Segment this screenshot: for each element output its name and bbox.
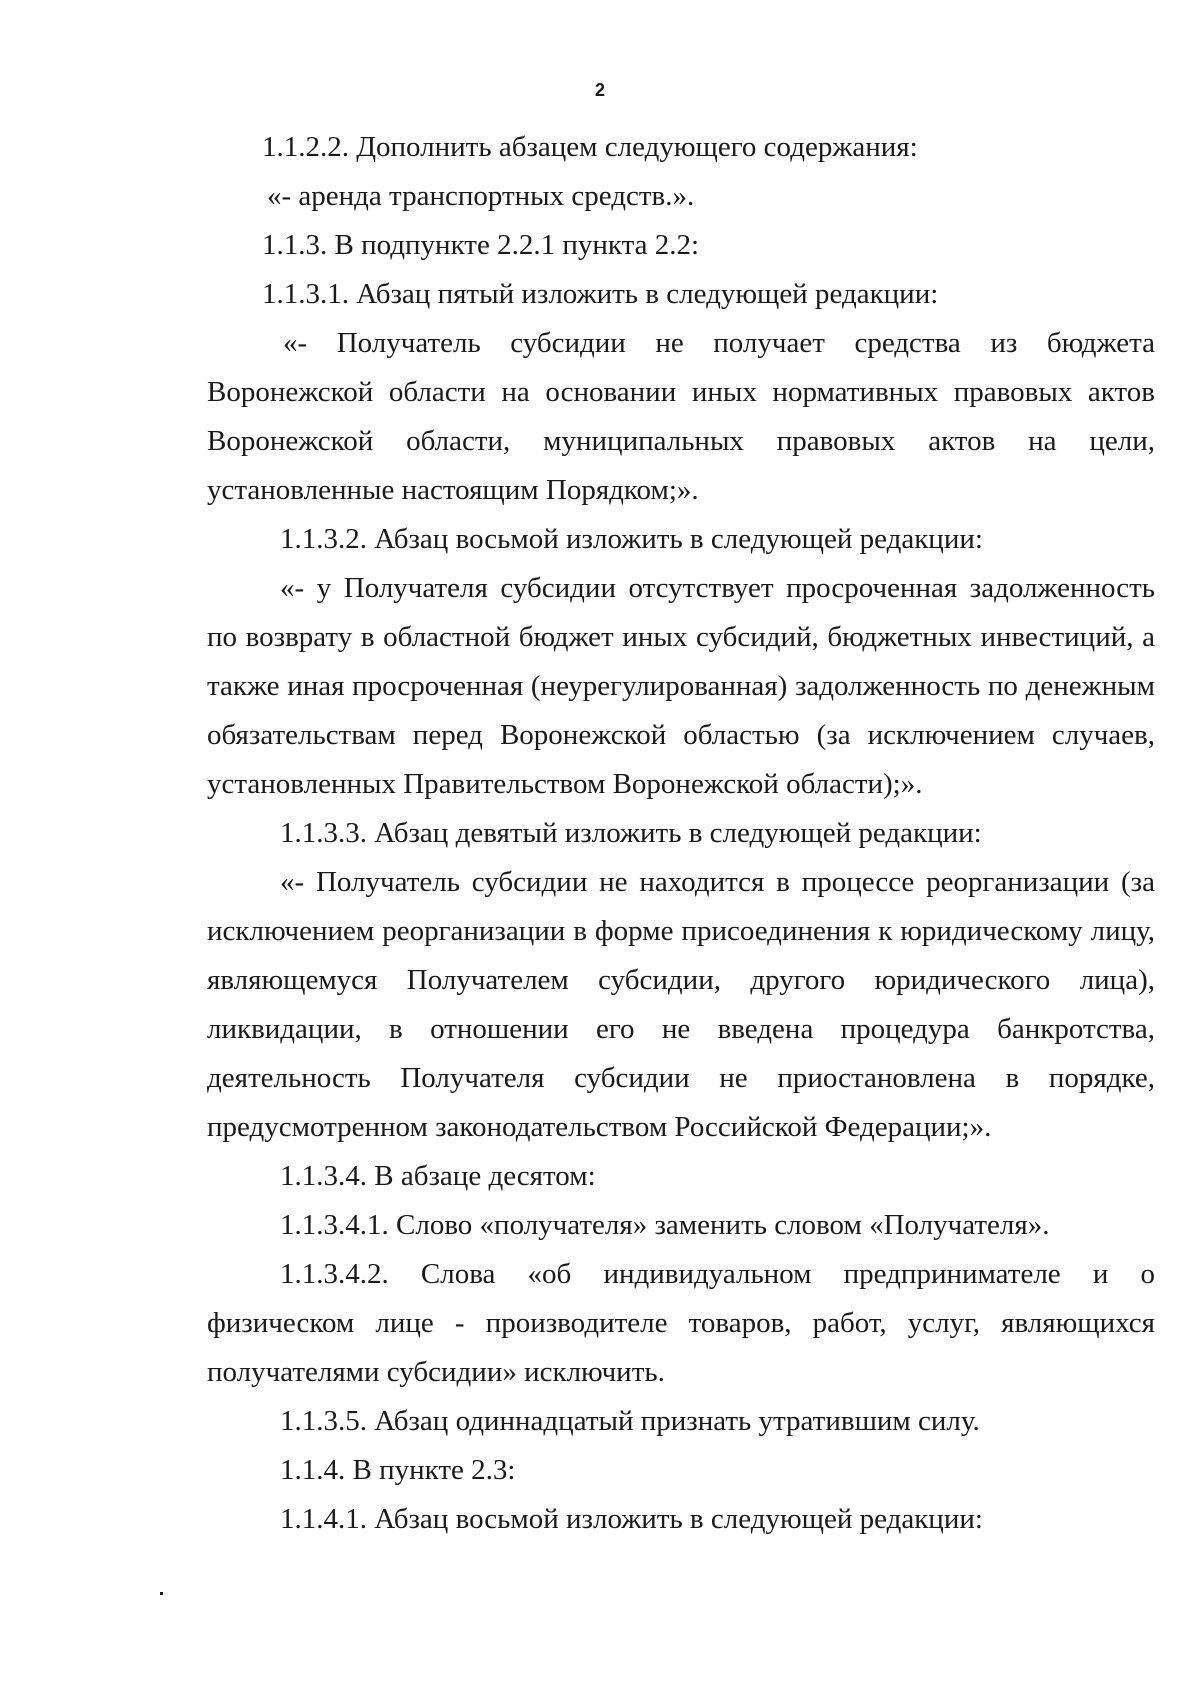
paragraph-1-1-3: 1.1.3. В подпункте 2.2.1 пункта 2.2:: [262, 229, 700, 261]
paragraph-1-1-3-3: 1.1.3.3. Абзац девятый изложить в следующей редакции:: [280, 817, 982, 849]
page-number: 2: [594, 80, 605, 100]
paragraph-quote-reorganization: «- Получатель субсидии не находится в процессе реорганизации (за исключением реорганизации в форме присоединения к юридическому лицу, являющемуся Получателем субсидии, другого юридического лица), ликвидации, в отношении его не введена процедура банкротства, деятельность Получателя субсидии не приостановлена в порядке, предусмотренном законодательством Российской Федерации;».: [207, 866, 1155, 1143]
paragraph-1-1-4-1: 1.1.4.1. Абзац восьмой изложить в следующей редакции:: [280, 1503, 983, 1535]
paragraph-1-1-4: 1.1.4. В пункте 2.3:: [280, 1454, 516, 1486]
paragraph-1-1-3-4-2: 1.1.3.4.2. Слова «об индивидуальном предпринимателе и о физическом лице - производителе товаров, работ, услуг, являющихся получателями субсидии» исключить.: [207, 1258, 1155, 1388]
paragraph-1-1-3-2: 1.1.3.2. Абзац восьмой изложить в следующей редакции:: [280, 523, 983, 555]
paragraph-1-1-3-1: 1.1.3.1. Абзац пятый изложить в следующей редакции:: [262, 278, 939, 310]
paragraph-quote-rent: «- аренда транспортных средств.».: [267, 180, 695, 212]
paragraph-1-1-3-4-1: 1.1.3.4.1. Слово «получателя» заменить словом «Получателя».: [280, 1209, 1050, 1241]
document-body: [207, 123, 1155, 1544]
scan-dot-mark: [160, 1592, 163, 1595]
paragraph-quote-debt: «- у Получателя субсидии отсутствует просроченная задолженность по возврату в областной бюджет иных субсидий, бюджетных инвестиций, а также иная просроченная (неурегулированная) задолженность по денежным обязательствам перед Воронежской областью (за исключением случаев, установленных Правительством Воронежской области);».: [207, 572, 1155, 800]
paragraph-1-1-3-4: 1.1.3.4. В абзаце десятом:: [280, 1160, 596, 1192]
paragraph-1-1-3-5: 1.1.3.5. Абзац одиннадцатый признать утратившим силу.: [280, 1405, 980, 1437]
paragraph-quote-recipient-budget: «- Получатель субсидии не получает средства из бюджета Воронежской области на основании иных нормативных правовых актов Воронежской области, муниципальных правовых актов на цели, установленные настоящим Порядком;».: [207, 327, 1155, 506]
paragraph-1-1-2-2: 1.1.2.2. Дополнить абзацем следующего содержания:: [262, 131, 918, 163]
